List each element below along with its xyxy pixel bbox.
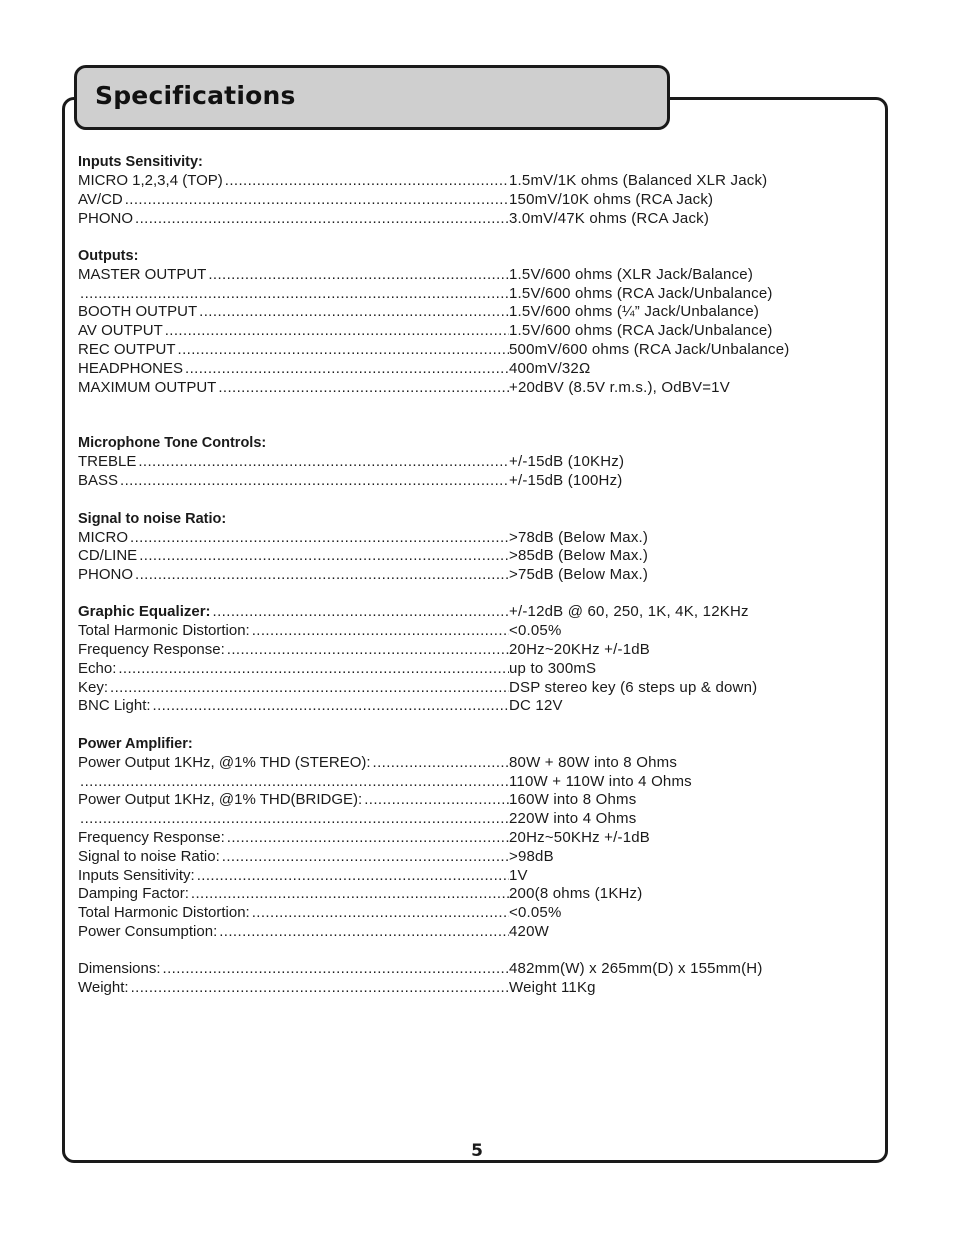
spec-label: Power Output 1KHz, @1% THD(BRIDGE): <box>78 791 363 809</box>
spec-value: >75dB (Below Max.) <box>509 566 649 584</box>
leader-dots <box>185 360 509 379</box>
spec-value: 1.5V/600 ohms (RCA Jack/Unbalance) <box>509 322 773 340</box>
spec-value: >78dB (Below Max.) <box>509 528 649 546</box>
spec-row <box>78 960 868 979</box>
spec-row <box>78 453 868 472</box>
spec-value: up to 300mS <box>509 659 597 677</box>
spec-row <box>78 979 868 998</box>
spec-row <box>78 191 868 210</box>
spec-value: 220W into 4 Ohms <box>509 810 637 828</box>
spec-label: Total Harmonic Distortion: <box>78 904 250 922</box>
spec-row <box>78 622 868 641</box>
leader-dots <box>165 322 509 341</box>
spec-label: MAXIMUM OUTPUT <box>78 378 217 396</box>
spec-row <box>78 885 868 904</box>
physical-section <box>78 960 868 998</box>
spec-value: 1V <box>509 866 528 884</box>
spec-value: DSP stereo key (6 steps up & down) <box>509 678 758 696</box>
spec-value: 110W + 110W into 4 Ohms <box>509 772 692 790</box>
spec-label: AV/CD <box>78 190 123 208</box>
leader-dots <box>118 660 509 679</box>
leader-dots <box>208 266 509 285</box>
spec-label: Echo: <box>78 659 117 677</box>
title-tab <box>74 65 670 130</box>
spec-row <box>78 472 868 491</box>
leader-dots <box>197 867 509 886</box>
leader-dots <box>153 697 509 716</box>
spec-row <box>78 341 868 360</box>
spec-value: 160W into 8 Ohms <box>509 791 637 809</box>
spec-label: MICRO <box>78 528 128 546</box>
spec-label: TREBLE <box>78 453 137 471</box>
spec-content <box>78 153 868 998</box>
spec-row <box>78 322 868 341</box>
eq-section <box>78 603 868 716</box>
spec-label: Damping Factor: <box>78 885 189 903</box>
spec-row <box>78 210 868 229</box>
spec-row <box>78 285 868 304</box>
outputs-section <box>78 247 868 398</box>
spec-value: <0.05% <box>509 904 562 922</box>
page-number: 5 <box>471 1141 483 1161</box>
spec-row <box>78 829 868 848</box>
spec-value: +/-15dB (10KHz) <box>509 453 625 471</box>
spec-row <box>78 867 868 886</box>
leader-dots <box>130 529 509 548</box>
spec-value: 420W <box>509 922 549 940</box>
snr-section <box>78 510 868 585</box>
leader-dots <box>191 885 509 904</box>
section-heading: Signal to noise Ratio: <box>78 510 227 527</box>
spec-value: 1.5V/600 ohms (XLR Jack/Balance) <box>509 265 754 283</box>
spec-label: Signal to noise Ratio: <box>78 847 220 865</box>
spec-row <box>78 266 868 285</box>
leader-dots <box>364 791 509 810</box>
leader-dots <box>163 960 509 979</box>
spec-row <box>78 303 868 322</box>
spec-row <box>78 923 868 942</box>
spec-label: PHONO <box>78 566 134 584</box>
leader-dots <box>138 453 509 472</box>
leader-dots <box>178 341 510 360</box>
spec-value: 1.5V/600 ohms (RCA Jack/Unbalance) <box>509 284 773 302</box>
spec-label: AV OUTPUT <box>78 322 163 340</box>
spec-value: DC 12V <box>509 697 563 715</box>
leader-dots <box>373 754 509 773</box>
spec-value: 20Hz~50KHz +/-1dB <box>509 828 650 846</box>
leader-dots <box>227 829 509 848</box>
spec-value: >98dB <box>509 847 554 865</box>
spec-label: Power Output 1KHz, @1% THD (STEREO): <box>78 753 371 771</box>
spec-value: 150mV/10K ohms (RCA Jack) <box>509 190 714 208</box>
spec-row <box>78 754 868 773</box>
spec-label: MICRO 1,2,3,4 (TOP) <box>78 172 223 189</box>
leader-dots <box>120 472 509 491</box>
section-heading: Power Amplifier: <box>78 735 193 752</box>
spec-row <box>78 848 868 867</box>
spec-label: Dimensions: <box>78 960 161 978</box>
spec-value: <0.05% <box>509 622 562 640</box>
spec-row <box>78 360 868 379</box>
spec-value: 482mm(W) x 265mm(D) x 155mm(H) <box>509 960 763 978</box>
leader-dots <box>225 172 509 191</box>
spec-row <box>78 810 868 829</box>
spec-row <box>78 641 868 660</box>
leader-dots <box>125 191 509 210</box>
spec-row <box>78 660 868 679</box>
leader-dots <box>131 979 509 998</box>
spec-row <box>78 379 868 398</box>
section-heading: Inputs Sensitivity: <box>78 154 203 170</box>
section-heading: Outputs: <box>78 247 139 264</box>
spec-label: PHONO <box>78 209 134 227</box>
spec-row <box>78 773 868 792</box>
inputs-section <box>78 153 868 228</box>
spec-row <box>78 529 868 548</box>
section-heading: Microphone Tone Controls: <box>78 435 267 452</box>
spec-value: +/-12dB @ 60, 250, 1K, 4K, 12KHz <box>509 603 749 621</box>
leader-dots <box>139 547 509 566</box>
spec-label: Graphic Equalizer: <box>78 603 211 621</box>
tone-section <box>78 434 868 491</box>
spec-label: CD/LINE <box>78 547 138 565</box>
spec-label: REC OUTPUT <box>78 341 176 359</box>
spec-label: MASTER OUTPUT <box>78 265 207 283</box>
spec-value: +20dBV (8.5V r.m.s.), OdBV=1V <box>509 378 730 396</box>
leader-dots <box>252 904 509 923</box>
leader-dots <box>222 848 509 867</box>
leader-dots <box>252 622 509 641</box>
leader-dots <box>110 679 509 698</box>
spec-row <box>78 566 868 585</box>
spec-label: Inputs Sensitivity: <box>78 866 195 884</box>
spec-value: 20Hz~20KHz +/-1dB <box>509 641 650 659</box>
spec-label: HEADPHONES <box>78 359 184 377</box>
spec-value: 3.0mV/47K ohms (RCA Jack) <box>509 209 710 227</box>
leader-dots <box>213 603 509 622</box>
leader-dots <box>135 566 509 585</box>
leader-dots <box>227 641 509 660</box>
leader-dots <box>80 773 509 792</box>
spec-row <box>78 679 868 698</box>
leader-dots <box>135 210 509 229</box>
spec-label: Key: <box>78 678 109 696</box>
spec-value: Weight 11Kg <box>509 979 596 996</box>
spec-label: Power Consumption: <box>78 922 218 940</box>
leader-dots <box>219 923 509 942</box>
spec-value: 1.5V/600 ohms (¼” Jack/Unbalance) <box>509 303 760 321</box>
spec-value: +/-15dB (100Hz) <box>509 472 623 490</box>
amp-section <box>78 735 868 942</box>
spec-value: >85dB (Below Max.) <box>509 547 649 565</box>
spec-row <box>78 172 868 191</box>
spec-value: 200(8 ohms (1KHz) <box>509 885 643 903</box>
spec-label: BOOTH OUTPUT <box>78 303 198 321</box>
spec-value: 500mV/600 ohms (RCA Jack/Unbalance) <box>509 341 790 359</box>
spec-label: Total Harmonic Distortion: <box>78 622 250 640</box>
leader-dots <box>199 303 509 322</box>
leader-dots <box>80 285 509 304</box>
spec-row <box>78 791 868 810</box>
spec-label: Frequency Response: <box>78 641 225 659</box>
spec-value: 400mV/32Ω <box>509 359 591 377</box>
spec-row <box>78 697 868 716</box>
spec-value: 80W + 80W into 8 Ohms <box>509 753 678 771</box>
leader-dots <box>218 379 509 398</box>
spec-row <box>78 547 868 566</box>
leader-dots <box>80 810 509 829</box>
spec-value: 1.5mV/1K ohms (Balanced XLR Jack) <box>509 172 768 189</box>
page-title: Specifications <box>95 81 296 110</box>
spec-row <box>78 603 868 622</box>
spec-label: BASS <box>78 472 119 490</box>
spec-label: BNC Light: <box>78 697 151 715</box>
spec-row <box>78 904 868 923</box>
spec-label: Frequency Response: <box>78 828 225 846</box>
spec-label: Weight: <box>78 979 129 996</box>
